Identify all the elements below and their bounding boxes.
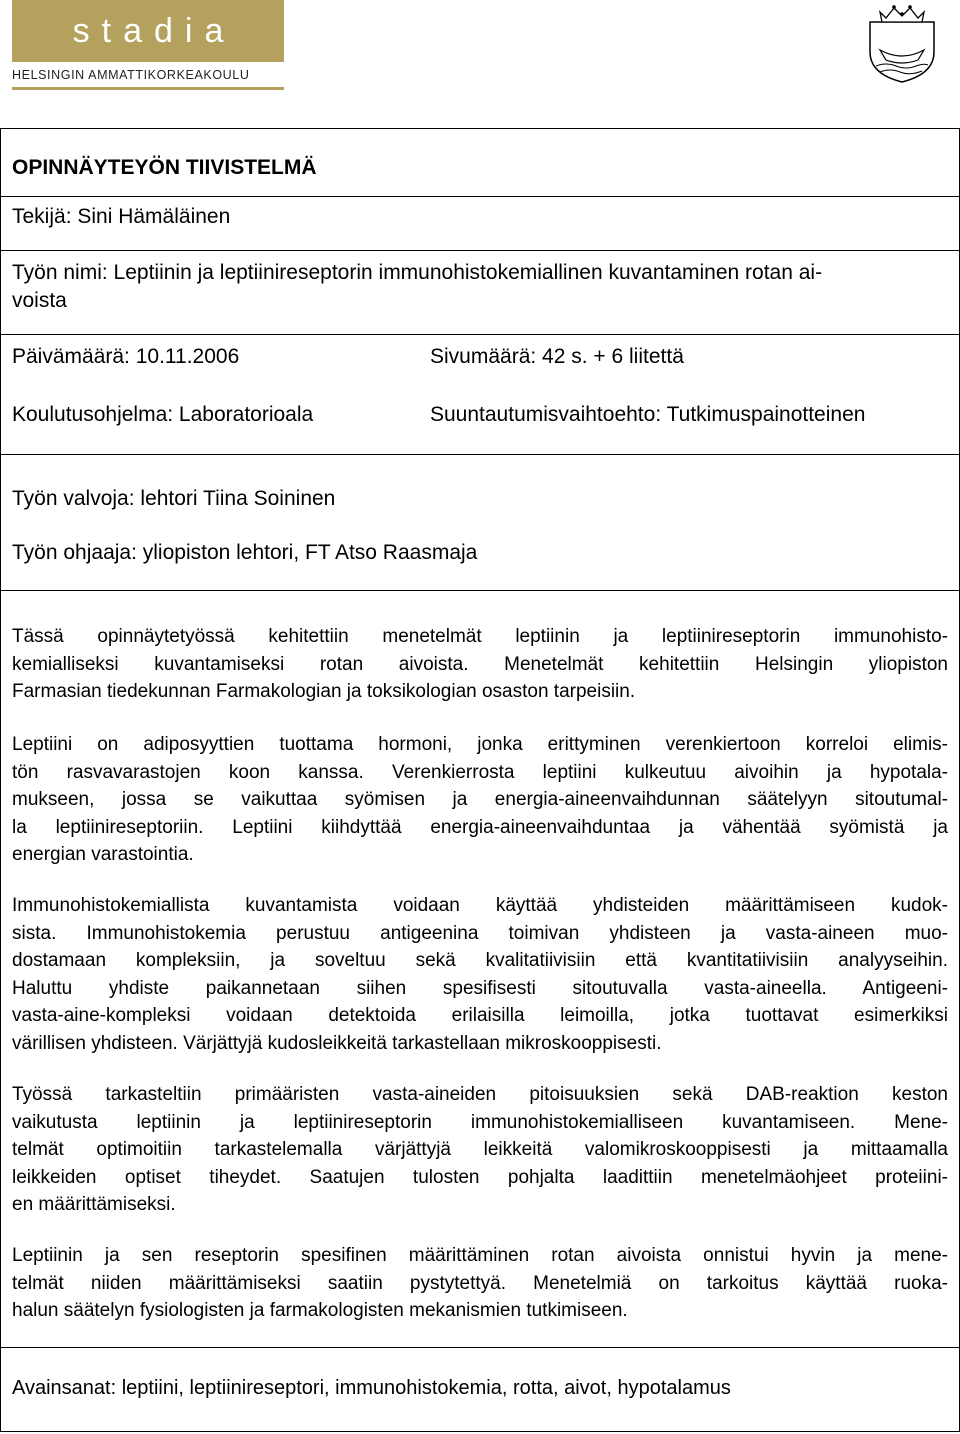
text-line: la leptiinireseptoriin. Leptiini kiihdyttää energia-aineenvaihduntaa ja vähentää syömistä ja: [12, 816, 948, 838]
text-line: Leptiinin ja sen reseptorin spesifinen määrittäminen rotan aivoista onnistui hyvin ja mene-: [12, 1245, 948, 1266]
keywords-field: Avainsanat: leptiini, leptiinireseptori, immunohistokemia, rotta, aivot, hypotalamus: [12, 1377, 731, 1399]
date-field: Päivämäärä: 10.11.2006: [12, 345, 240, 368]
stadia-logo-box: [12, 0, 284, 62]
stadia-logo: [12, 0, 284, 90]
divider: [1, 334, 959, 335]
author-field: Tekijä: Sini Hämäläinen: [12, 205, 231, 228]
divider: [1, 1347, 959, 1348]
text-line: Farmasian tiedekunnan Farmakologian ja toksikologian osaston tarpeisiin.: [12, 681, 636, 702]
text-line: energian varastointia.: [12, 844, 194, 865]
abstract-paragraph-1: [12, 623, 948, 706]
pages-field: Sivumäärä: 42 s. + 6 liitettä: [430, 345, 684, 368]
divider: [1, 454, 959, 455]
divider: [1, 196, 959, 197]
text-line: Työssä tarkasteltiin primääristen vasta-aineiden pitoisuuksien sekä DAB-reaktion keston: [12, 1084, 948, 1105]
work-title-line-1: Työn nimi: Leptiinin ja leptiinireseptorin immunohistokemiallinen kuvantaminen rotan ai-: [12, 261, 823, 284]
stadia-logo-subtitle: HELSINGIN AMMATTIKORKEAKOULU: [12, 68, 250, 82]
stadia-logo-wordmark: stadia: [72, 11, 236, 50]
text-line: värillisen yhdisteen. Värjättyjä kudosleikkeitä tarkastellaan mikroskooppisesti.: [12, 1032, 662, 1054]
text-line: telmät niiden määrittämiseksi saatiin pystytettyä. Menetelmiä on tarkoitus käyttää ruoka-: [12, 1272, 948, 1294]
work-title-line-2: voista: [12, 289, 67, 312]
text-line: kemialliseksi kuvantamiseksi rotan aivoista. Menetelmät kehitettiin Helsingin yliopiston: [12, 653, 948, 675]
document-title: OPINNÄYTEYÖN TIIVISTELMÄ: [12, 156, 317, 179]
stadia-logo-rule: [12, 87, 284, 90]
text-line: Leptiini on adiposyyttien tuottama hormoni, jonka erittyminen verenkiertoon korreloi elimis-: [12, 734, 948, 755]
divider: [1, 250, 959, 251]
text-line: Tässä opinnäytetyössä kehitettiin menetelmät leptiinin ja leptiinireseptorin immunohisto-: [12, 626, 948, 647]
abstract-paragraph-4: [12, 1081, 948, 1219]
specialization-field: Suuntautumisvaihtoehto: Tutkimuspainotteinen: [430, 403, 866, 426]
text-line: dostamaan kompleksiin, ja soveltuu sekä kvalitatiivisiin että kvantitatiivisiin analyyseihin.: [12, 950, 948, 971]
instructor-field: Työn ohjaaja: yliopiston lehtori, FT Atso Raasmaja: [12, 541, 478, 564]
text-line: vasta-aine-kompleksi voidaan detektoida erilaisilla leimoilla, jotka tuottavat esimerkiksi: [12, 1005, 948, 1026]
helsinki-coat-of-arms-icon: [866, 2, 938, 84]
abstract-form: [0, 128, 960, 1432]
text-line: telmät optimoitiin tarkastelemalla värjättyjä leikkeitä valomikroskooppisesti ja mittaamalla: [12, 1139, 948, 1160]
text-line: Haluttu yhdiste paikannetaan siihen spesifisesti sitoutuvalla vasta-aineella. Antigeeni-: [12, 977, 948, 999]
text-line: leikkeiden optiset tiheydet. Saatujen tulosten pohjalta laadittiin menetelmäohjeet proteiini-: [12, 1166, 948, 1188]
programme-field: Koulutusohjelma: Laboratorioala: [12, 403, 314, 426]
text-line: en määrittämiseksi.: [12, 1194, 176, 1215]
abstract-paragraph-3: [12, 892, 948, 1057]
text-line: halun säätelyn fysiologisten ja farmakologisten mekanismien tutkimiseen.: [12, 1300, 628, 1321]
text-line: Immunohistokemiallista kuvantamista voidaan käyttää yhdisteiden määrittämiseen kudok-: [12, 895, 948, 916]
supervisor-field: Työn valvoja: lehtori Tiina Soininen: [12, 487, 336, 510]
text-line: tön rasvavarastojen koon kanssa. Verenkierrosta leptiini kulkeutuu aivoihin ja hypotala-: [12, 761, 948, 783]
text-line: vaikutusta leptiinin ja leptiinireseptorin immunohistokemialliseen kuvantamiseen. Mene-: [12, 1111, 948, 1133]
text-line: mukseen, jossa se vaikuttaa syömisen ja energia-aineenvaihdunnan säätelyyn sitoutumal-: [12, 789, 948, 810]
divider: [1, 590, 959, 591]
text-line: sista. Immunohistokemia perustuu antigeenina toimivan yhdisteen ja vasta-aineen muo-: [12, 922, 948, 944]
abstract-paragraph-2: [12, 731, 948, 869]
abstract-paragraph-5: [12, 1242, 948, 1325]
